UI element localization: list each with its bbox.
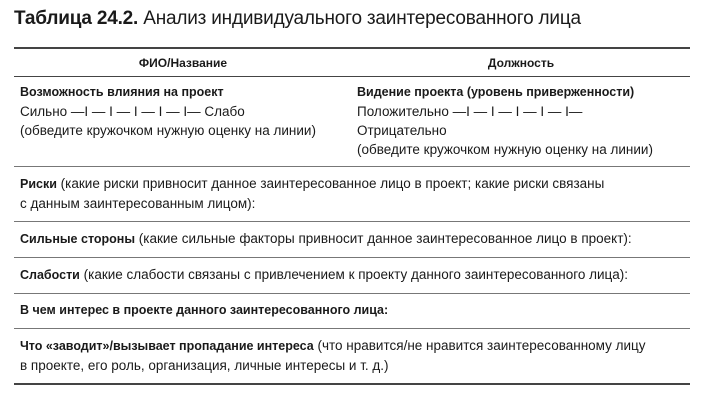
- vision-hint: (обведите кружочком нужную оценку на линии): [357, 142, 653, 157]
- table-number: Таблица 24.2.: [14, 8, 139, 29]
- weaknesses-row: [14, 258, 690, 294]
- influence-hint: (обведите кружочком нужную оценку на линии): [20, 123, 316, 138]
- motivation-text-line2: в проекте, его роль, организация, личные интересы и т. д.): [20, 358, 389, 373]
- influence-label: Возможность влияния на проект: [20, 85, 224, 99]
- risks-text-line1: (какие риски привносит данное заинтересованное лицо в проект; какие риски связаны: [56, 176, 605, 191]
- table-header-row: [14, 49, 690, 77]
- weaknesses-label: Слабости: [20, 268, 80, 282]
- motivation-label: Что «заводит»/вызывает пропадание интереса: [20, 339, 314, 353]
- weaknesses-text: (какие слабости связаны с привлечением к проекту данного заинтересованного лица):: [79, 267, 629, 282]
- risks-text-line2: с данным заинтересованным лицом):: [20, 196, 256, 211]
- strengths-row: [14, 222, 690, 258]
- vision-scale-line2: Отрицательно: [357, 123, 447, 138]
- strengths-label: Сильные стороны: [20, 232, 136, 246]
- risks-label: Риски: [20, 177, 57, 191]
- header-position: Должность: [487, 55, 555, 70]
- influence-scale: Сильно —I — I — I — I — I— Слабо: [20, 104, 245, 119]
- vision-label: Видение проекта (уровень приверженности): [357, 85, 635, 99]
- motivation-text-line1: (что нравится/не нравится заинтересованному лицу: [313, 338, 646, 353]
- header-name: ФИО/Название: [138, 55, 228, 70]
- vision-scale-line1: Положительно —I — I — I — I — I—: [357, 104, 583, 119]
- vision-cell: [353, 83, 690, 159]
- risks-row: [14, 167, 690, 222]
- table-title-text: Анализ индивидуального заинтересованного лица: [143, 8, 581, 29]
- influence-vision-row: [14, 77, 690, 167]
- motivation-row: [14, 329, 690, 383]
- influence-cell: [14, 83, 353, 159]
- interest-label: В чем интерес в проекте данного заинтересованного лица:: [20, 303, 389, 317]
- table-title: [14, 8, 581, 30]
- interest-row: [14, 294, 690, 329]
- stakeholder-analysis-table: [14, 47, 690, 385]
- strengths-text: (какие сильные факторы привносит данное заинтересованное лицо в проект):: [135, 231, 632, 246]
